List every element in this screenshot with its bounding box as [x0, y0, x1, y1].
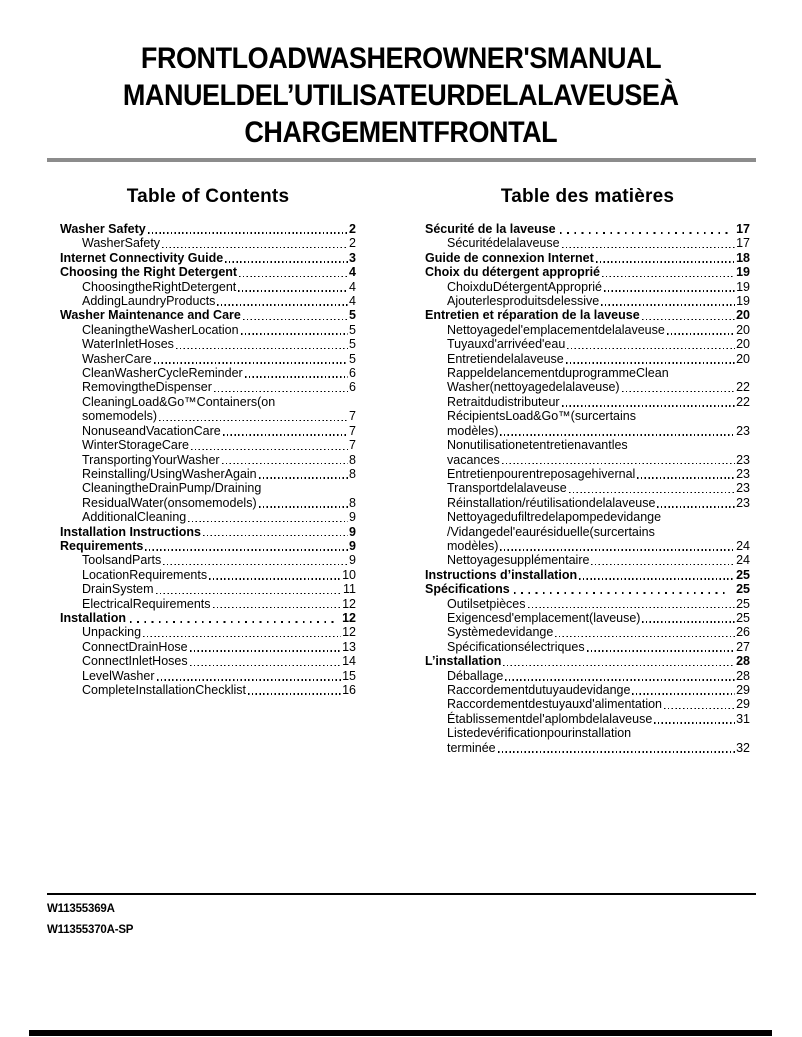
toc-page-number: 5: [349, 351, 356, 366]
bottom-edge-bar: [29, 1030, 772, 1036]
toc-entry-label: RappeldelancementduprogrammeClean: [447, 366, 669, 381]
toc-entry-label: NonuseandVacationCare: [82, 423, 221, 438]
toc-entry: [60, 669, 356, 683]
toc-dot-leader: [159, 420, 348, 422]
toc-page-number: 23: [736, 423, 750, 438]
toc-entry-label: Washer(nettoyagedelalaveuse): [447, 380, 620, 395]
toc-entry: [425, 597, 750, 611]
toc-entry-label: AdditionalCleaning: [82, 510, 187, 525]
toc-entry-label: Sécurité de la laveuse: [425, 222, 556, 236]
toc-page-number: 15: [342, 668, 356, 683]
toc-page-number: 25: [736, 596, 750, 611]
toc-entries-french: [425, 222, 750, 755]
toc-page-number: 24: [736, 538, 750, 553]
toc-entry: [60, 265, 356, 279]
toc-dot-leader: [214, 391, 348, 393]
toc-page-number: 20: [736, 322, 750, 337]
toc-dot-leader: [225, 261, 348, 263]
toc-entry-label: TransportingYourWasher: [82, 452, 220, 467]
toc-entry-label: Déballage: [447, 668, 504, 683]
toc-dot-leader: [567, 348, 735, 350]
toc-entry-label: Spécifications: [425, 582, 510, 597]
toc-entry-label: Washer Maintenance and Care: [60, 308, 241, 323]
toc-entry: [425, 611, 750, 625]
toc-entry-label: WasherCare: [82, 351, 152, 366]
toc-entry: [425, 453, 750, 467]
toc-dot-leader: [209, 578, 341, 580]
toc-entries-english: [60, 222, 356, 697]
toc-entry-label: ConnectInletHoses: [82, 654, 188, 669]
toc-entry: [60, 553, 356, 567]
toc-entry-label: Tuyauxd'arrivéed'eau: [447, 337, 566, 352]
toc-page-number: 2: [349, 222, 356, 236]
page-title: [0, 40, 802, 151]
toc-entry: [60, 409, 356, 423]
toc-entry-label: Instructions d’installation: [425, 567, 578, 582]
toc-dot-leader: [190, 650, 341, 652]
toc-dot-leader: [239, 276, 348, 278]
toc-entry: [425, 294, 750, 308]
toc-page-number: 25: [736, 610, 750, 625]
toc-entry: [60, 352, 356, 366]
toc-page-number: 4: [349, 265, 356, 280]
toc-entry: [425, 625, 750, 639]
toc-page-number: 5: [349, 337, 356, 352]
footer: [47, 893, 756, 941]
toc-entry-label: Entretienpourentreposagehivernal: [447, 466, 636, 481]
toc-page-number: 20: [736, 351, 750, 366]
toc-dot-leader: [156, 593, 342, 595]
toc-page-number: 9: [349, 524, 356, 539]
toc-dot-leader: [601, 304, 735, 306]
toc-entry: [425, 467, 750, 481]
toc-entry-label: Outilsetpièces: [447, 596, 526, 611]
toc-entry: [60, 539, 356, 553]
toc-entry: [425, 712, 750, 726]
toc-page-number: 5: [349, 308, 356, 323]
toc-dot-leader: [560, 232, 730, 234]
toc-entry-label: CompleteInstallationChecklist: [82, 683, 246, 697]
toc-entry-label: Systèmedevidange: [447, 625, 554, 640]
toc-dot-leader: [602, 276, 735, 278]
toc-entry: [60, 280, 356, 294]
toc-dot-leader: [505, 679, 735, 681]
toc-page-number: 14: [342, 654, 356, 669]
toc-dot-leader: [145, 549, 348, 551]
toc-dot-leader: [241, 333, 348, 335]
toc-dot-leader: [217, 304, 348, 306]
toc-entry: [60, 467, 356, 481]
toc-entry-label: Sécuritédelalaveuse: [447, 236, 560, 251]
page-title-line-1: FRONTLOADWASHEROWNER'SMANUAL: [140, 42, 662, 75]
toc-entry-label: Nettoyagedufiltredelapompedevidange: [447, 510, 662, 525]
toc-entry: [60, 424, 356, 438]
toc-entry-label: Installation: [60, 610, 126, 625]
toc-page-number: 13: [342, 639, 356, 654]
toc-dot-leader: [143, 636, 341, 638]
toc-entry: [60, 236, 356, 250]
toc-entry: [425, 236, 750, 250]
toc-dot-leader: [191, 449, 348, 451]
toc-entry-label: Requirements: [60, 538, 144, 553]
toc-entry-label: Guide de connexion Internet: [425, 250, 594, 265]
toc-page-number: 9: [349, 538, 356, 553]
toc-entry: [425, 337, 750, 351]
toc-entry-label: Établissementdel'aplombdelalaveuse: [447, 711, 653, 726]
toc-page-number: 16: [342, 683, 356, 697]
toc-page-number: 27: [736, 639, 750, 654]
toc-page-number: 20: [736, 308, 750, 323]
toc-page-number: 28: [736, 668, 750, 683]
toc-dot-leader: [148, 232, 348, 234]
toc-page-number: 28: [736, 654, 750, 669]
toc-dot-leader: [664, 708, 735, 710]
toc-page-number: 23: [736, 495, 750, 510]
toc-entry: [425, 539, 750, 553]
toc-entry-label: ChoosingtheRightDetergent: [82, 279, 237, 294]
toc-entry-label: Spécificationsélectriques: [447, 639, 585, 654]
toc-page-number: 19: [736, 265, 750, 280]
toc-page-number: 8: [349, 466, 356, 481]
toc-page-number: 7: [349, 423, 356, 438]
toc-entry-label: AddingLaundryProducts: [82, 294, 216, 309]
toc-entry: [425, 251, 750, 265]
toc-entry-label: Installation Instructions: [60, 524, 201, 539]
toc-page-number: 10: [342, 567, 356, 582]
toc-page-number: 32: [736, 740, 750, 755]
toc-entry: [425, 654, 750, 668]
toc-dot-leader: [190, 665, 341, 667]
toc-heading-english: Table of Contents: [126, 186, 290, 207]
toc-page-number: 22: [736, 380, 750, 395]
toc-entry: [60, 625, 356, 639]
toc-entry-label: WaterInletHoses: [82, 337, 174, 352]
toc-page-number: 19: [736, 294, 750, 309]
toc-dot-leader: [622, 391, 736, 393]
toc-dot-leader: [528, 607, 736, 609]
toc-entry: [60, 366, 356, 380]
toc-entry: [60, 683, 356, 697]
toc-entry-continuation: [425, 510, 750, 524]
toc-page-number: 6: [349, 366, 356, 381]
toc-page-number: 23: [736, 452, 750, 467]
toc-dot-leader: [502, 463, 735, 465]
toc-entry: [425, 481, 750, 495]
toc-page-number: 12: [342, 596, 356, 611]
toc-dot-leader: [259, 506, 348, 508]
toc-page-number: 22: [736, 394, 750, 409]
page-title-line-3: CHARGEMENTFRONTAL: [244, 116, 558, 149]
toc-heading-french: Table des matières: [500, 186, 675, 207]
toc-entry: [425, 424, 750, 438]
toc-entry-label: Unpacking: [82, 625, 142, 640]
toc-entry: [60, 453, 356, 467]
toc-entry-label: ToolsandParts: [82, 553, 162, 568]
toc-entry: [425, 496, 750, 510]
toc-page-number: 25: [736, 582, 750, 597]
toc-entry: [60, 654, 356, 668]
toc-dot-leader: [154, 362, 348, 364]
toc-dot-leader: [222, 463, 348, 465]
toc-page-number: 8: [349, 452, 356, 467]
toc-dot-leader: [591, 564, 735, 566]
toc-dot-leader: [238, 290, 348, 292]
toc-entry: [60, 597, 356, 611]
toc-entry-label: Réinstallation/réutilisationdelalaveuse: [447, 495, 656, 510]
toc-entry-label: Nettoyagedel'emplacementdelalaveuse: [447, 322, 665, 337]
toc-entry-label: Listedevérificationpourinstallation: [447, 726, 632, 741]
toc-dot-leader: [503, 665, 735, 667]
toc-dot-leader: [130, 621, 336, 623]
toc-entry-label: /Vidangedel'eaurésiduelle(surcertains: [447, 524, 655, 539]
toc-entry-label: L’installation: [425, 654, 502, 669]
toc-dot-leader: [245, 376, 348, 378]
toc-dot-leader: [162, 247, 348, 249]
toc-entry-label: RemovingtheDispenser: [82, 380, 212, 395]
toc-entry-label: Washer Safety: [60, 222, 146, 236]
toc-column-french: [425, 186, 750, 755]
toc-page-number: 31: [736, 711, 750, 726]
toc-entry-label: Nettoyagesupplémentaire: [447, 553, 590, 568]
toc-dot-leader: [667, 333, 735, 335]
toc-entry-label: Raccordementdutuyaudevidange: [447, 683, 631, 697]
toc-entry-label: Choosing the Right Detergent: [60, 265, 238, 280]
toc-entry-label: ConnectDrainHose: [82, 639, 188, 654]
toc-entry-label: Choix du détergent approprié: [425, 265, 601, 280]
toc-page-number: 4: [349, 279, 356, 294]
toc-entry-label: Raccordementdestuyauxd'alimentation: [447, 697, 663, 712]
toc-entry-label: ElectricalRequirements: [82, 596, 211, 611]
toc-entry: [425, 640, 750, 654]
toc-entry: [425, 741, 750, 755]
toc-entry-label: LocationRequirements: [82, 567, 208, 582]
toc-dot-leader: [498, 751, 735, 753]
toc-entry: [425, 308, 750, 322]
toc-entry: [425, 380, 750, 394]
toc-entry-label: CleaningtheDrainPump/Draining: [82, 481, 262, 496]
toc-entry: [425, 323, 750, 337]
toc-entry-label: Entretien et réparation de la laveuse: [425, 308, 640, 323]
toc-page-number: 7: [349, 409, 356, 424]
toc-dot-leader: [604, 290, 735, 292]
toc-dot-leader: [569, 492, 735, 494]
toc-entry: [60, 640, 356, 654]
toc-entry-continuation: [425, 726, 750, 740]
toc-entry: [60, 222, 356, 236]
toc-dot-leader: [259, 477, 348, 479]
toc-dot-leader: [213, 607, 342, 609]
toc-entry-label: CleaningLoad&Go™Containers(on: [82, 394, 276, 409]
toc-entry-label: modèles): [447, 538, 499, 553]
toc-entry: [60, 525, 356, 539]
toc-page-number: 2: [349, 236, 356, 251]
toc-page-number: 29: [736, 683, 750, 697]
toc-dot-leader: [223, 434, 348, 436]
toc-entry-continuation: [425, 525, 750, 539]
toc-entry-label: WasherSafety: [82, 236, 161, 251]
toc-entry-label: Internet Connectivity Guide: [60, 250, 224, 265]
toc-entry-continuation: [425, 409, 750, 423]
toc-entry: [425, 568, 750, 582]
toc-entry: [425, 553, 750, 567]
toc-dot-leader: [637, 477, 735, 479]
toc-page-number: 19: [736, 279, 750, 294]
toc-entry-label: RécipientsLoad&Go™(surcertains: [447, 409, 636, 424]
toc-entry: [60, 323, 356, 337]
page-title-line-2: MANUELDEL’UTILISATEURDELALAVEUSEÀ: [123, 79, 679, 112]
toc-dot-leader: [157, 679, 342, 681]
toc-page-number: 12: [342, 610, 356, 625]
toc-dot-leader: [514, 592, 730, 594]
toc-dot-leader: [188, 521, 348, 523]
toc-entry-label: modèles): [447, 423, 499, 438]
toc-entry-label: Reinstalling/UsingWasherAgain: [82, 466, 257, 481]
toc-dot-leader: [657, 506, 735, 508]
toc-dot-leader: [163, 564, 348, 566]
toc-dot-leader: [562, 247, 736, 249]
toc-column-english: [60, 186, 356, 755]
toc-entry: [425, 222, 750, 236]
toc-dot-leader: [248, 693, 341, 695]
toc-entry: [60, 380, 356, 394]
toc-page-number: 3: [349, 250, 356, 265]
toc-page-number: 4: [349, 294, 356, 309]
toc-entry: [425, 280, 750, 294]
toc-entry: [60, 294, 356, 308]
toc-entry: [60, 251, 356, 265]
toc-dot-leader: [500, 549, 735, 551]
toc-entry: [425, 352, 750, 366]
toc-entry-label: ResidualWater(onsomemodels): [82, 495, 257, 510]
toc-page-number: 5: [349, 322, 356, 337]
toc-entry: [60, 582, 356, 596]
doc-number-1: W11355369A: [47, 903, 115, 915]
toc-page-number: 6: [349, 380, 356, 395]
toc-dot-leader: [596, 261, 735, 263]
toc-dot-leader: [632, 693, 735, 695]
toc-dot-leader: [203, 535, 348, 537]
toc-entry-continuation: [60, 395, 356, 409]
toc-entry: [60, 496, 356, 510]
toc-entry: [60, 308, 356, 322]
toc-dot-leader: [642, 319, 735, 321]
toc-entry-label: DrainSystem: [82, 582, 154, 597]
doc-number-2: W11355370A-SP: [47, 924, 134, 936]
toc-dot-leader: [176, 348, 348, 350]
toc-page-number: 7: [349, 438, 356, 453]
toc-dot-leader: [500, 434, 735, 436]
toc-dot-leader: [579, 578, 735, 580]
toc-page-number: 17: [736, 236, 750, 251]
toc-page-number: 23: [736, 481, 750, 496]
title-divider-rule: [47, 158, 756, 162]
toc-page-number: 9: [349, 510, 356, 525]
toc-entry: [425, 683, 750, 697]
toc-columns: [60, 186, 802, 755]
toc-entry: [425, 582, 750, 596]
toc-entry: [60, 438, 356, 452]
toc-entry: [425, 395, 750, 409]
toc-page-number: 25: [736, 567, 750, 582]
toc-entry-continuation: [425, 438, 750, 452]
toc-page-number: 17: [736, 222, 750, 236]
toc-entry-label: Nonutilisationetentretienavantles: [447, 438, 628, 453]
toc-entry: [60, 611, 356, 625]
toc-entry-label: Transportdelalaveuse: [447, 481, 567, 496]
toc-entry-label: WinterStorageCare: [82, 438, 189, 453]
toc-page-number: 26: [736, 625, 750, 640]
toc-page-number: 9: [349, 553, 356, 568]
toc-entry-label: LevelWasher: [82, 668, 155, 683]
toc-entry: [425, 669, 750, 683]
toc-dot-leader: [562, 405, 736, 407]
toc-entry-label: Retraitdudistributeur: [447, 394, 560, 409]
toc-page-number: 24: [736, 553, 750, 568]
toc-entry: [60, 337, 356, 351]
toc-page-number: 18: [736, 250, 750, 265]
toc-entry-label: Exigencesd'emplacement(laveuse): [447, 610, 641, 625]
toc-page-number: 11: [343, 582, 356, 597]
toc-entry-label: vacances: [447, 452, 500, 467]
toc-entry: [60, 568, 356, 582]
toc-dot-leader: [654, 722, 735, 724]
toc-entry-label: somemodels): [82, 409, 158, 424]
toc-page-number: 12: [342, 625, 356, 640]
toc-entry: [425, 697, 750, 711]
toc-page-number: 29: [736, 697, 750, 712]
toc-dot-leader: [555, 636, 735, 638]
toc-dot-leader: [566, 362, 735, 364]
toc-entry-label: terminée: [447, 740, 496, 755]
toc-entry: [425, 265, 750, 279]
toc-page-number: 23: [736, 466, 750, 481]
toc-dot-leader: [642, 621, 735, 623]
toc-dot-leader: [587, 650, 736, 652]
toc-page-number: 8: [349, 495, 356, 510]
toc-entry-label: CleaningtheWasherLocation: [82, 322, 239, 337]
toc-entry-continuation: [60, 481, 356, 495]
toc-entry-label: CleanWasherCycleReminder: [82, 366, 243, 381]
toc-page-number: 20: [736, 337, 750, 352]
toc-entry: [60, 510, 356, 524]
toc-entry-label: ChoixduDétergentApproprié: [447, 279, 602, 294]
toc-dot-leader: [243, 319, 348, 321]
toc-entry-label: Ajouterlesproduitsdelessive: [447, 294, 600, 309]
toc-entry-label: Entretiendelalaveuse: [447, 351, 564, 366]
toc-entry-continuation: [425, 366, 750, 380]
